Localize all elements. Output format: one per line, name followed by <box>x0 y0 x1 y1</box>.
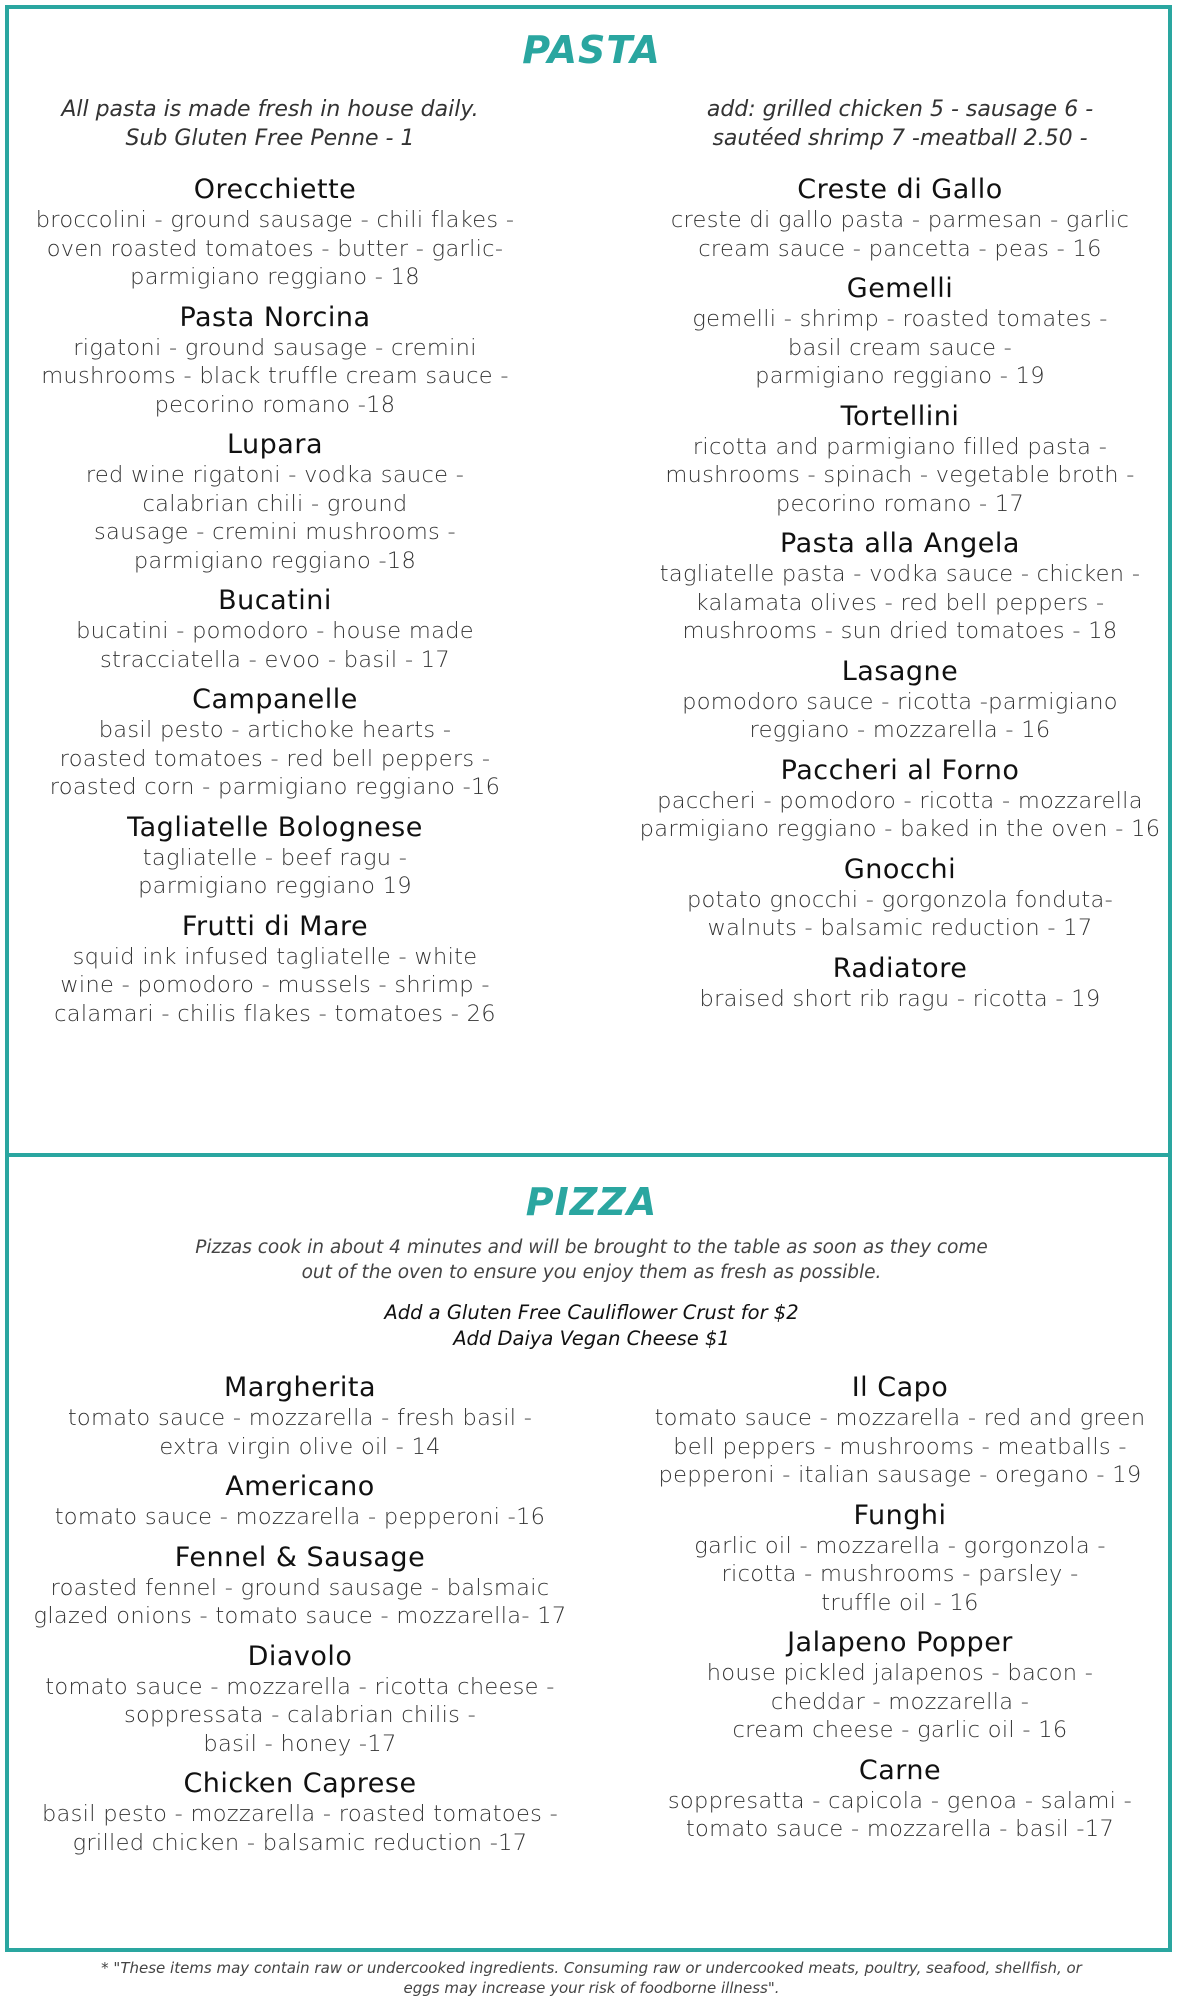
description-line: tomato sauce - mozzarella - fresh basil - <box>67 1405 533 1431</box>
menu-item-description <box>20 617 530 674</box>
menu-item-name: Il Capo <box>851 1372 949 1403</box>
menu-item-description <box>30 1673 570 1759</box>
menu-item <box>20 429 530 575</box>
menu-item-name: Tortellini <box>840 400 960 432</box>
description-line: parmigiano reggiano - 19 <box>755 363 1045 389</box>
menu-item-description <box>20 943 530 1029</box>
menu-item-name: Radiatore <box>832 952 968 984</box>
menu-item <box>20 812 530 901</box>
menu-item-description <box>20 844 530 901</box>
description-line: pepperoni - italian sausage - oregano - 19 <box>658 1462 1142 1488</box>
description-line: soppresatta - capicola - genoa - salami - <box>667 1787 1133 1814</box>
description-line: sausage - cremini mushrooms - <box>94 519 456 545</box>
description-line: calamari - chilis flakes - tomatoes - 26 <box>54 1000 496 1027</box>
menu-item <box>20 684 530 802</box>
description-line: creste di gallo pasta - parmesan - garlic <box>670 207 1130 233</box>
pasta-right-column <box>630 174 1170 1023</box>
description-line: pecorino romano -18 <box>154 391 396 418</box>
pasta-title: PASTA <box>522 28 661 72</box>
menu-item-name: Lupara <box>226 429 323 460</box>
menu-item-description <box>30 1800 570 1857</box>
description-line: wine - pomodoro - mussels - shrimp - <box>60 972 490 998</box>
description-line: tomato sauce - mozzarella - pepperoni -16 <box>54 1504 546 1530</box>
description-line: tagliatelle - beef ragu - <box>142 844 408 871</box>
menu-item-description <box>630 305 1170 391</box>
menu-item <box>630 1372 1170 1490</box>
description-line: kalamata olives - red bell peppers - <box>695 589 1105 616</box>
description-line: basil cream sauce - <box>787 334 1013 361</box>
description-line: cream cheese - garlic oil - 16 <box>732 1717 1068 1743</box>
menu-item-description <box>630 1787 1170 1844</box>
menu-item-description <box>630 787 1170 844</box>
menu-item <box>630 273 1170 391</box>
description-line: gemelli - shrimp - roasted tomates - <box>692 306 1108 332</box>
menu-item <box>630 953 1170 1014</box>
description-line: extra virgin olive oil - 14 <box>159 1433 441 1460</box>
description-line: house pickled jalapenos - bacon - <box>706 1660 1094 1686</box>
menu-item-name: Diavolo <box>247 1640 353 1672</box>
menu-item-name: Campanelle <box>192 684 358 715</box>
description-line: cheddar - mozzarella - <box>770 1688 1030 1715</box>
pizza-addons: Add a Gluten Free Cauliflower Crust for $2 Add Daiya Vegan Cheese $1 <box>384 1301 799 1350</box>
menu-item-name: Jalapeno Popper <box>787 1627 1013 1658</box>
description-line: parmigiano reggiano - baked in the oven - 16 <box>639 816 1161 842</box>
description-line: mushrooms - spinach - vegetable broth - <box>665 462 1135 488</box>
menu-item <box>30 1372 570 1461</box>
description-line: broccolini - ground sausage - chili flakes - <box>35 207 515 233</box>
description-line: parmigiano reggiano - 18 <box>130 264 420 290</box>
menu-item-name: Margherita <box>223 1372 377 1403</box>
menu-item-name: Lasagne <box>841 655 959 687</box>
description-line: roasted corn - parmigiano reggiano -16 <box>49 774 501 800</box>
description-line: basil pesto - artichoke hearts - <box>98 717 452 743</box>
pizza-title: PIZZA <box>525 1180 658 1224</box>
menu-item <box>630 401 1170 519</box>
menu-item-description <box>630 886 1170 943</box>
menu-item-name: Tagliatelle Bolognese <box>127 811 423 843</box>
menu-item <box>20 585 530 674</box>
menu-item <box>20 302 530 420</box>
menu-item-description <box>630 688 1170 745</box>
menu-item-description <box>30 1574 570 1631</box>
menu-item-description <box>630 560 1170 646</box>
menu-item-description <box>30 1404 570 1461</box>
menu-item-name: Funghi <box>853 1499 947 1531</box>
menu-item-description <box>630 985 1170 1014</box>
description-line: tomato sauce - mozzarella - red and green <box>654 1405 1146 1431</box>
pizza-right-column <box>630 1372 1170 1854</box>
menu-item-name: Paccheri al Forno <box>780 754 1020 786</box>
description-line: braised short rib ragu - ricotta - 19 <box>699 985 1101 1012</box>
description-line: tomato sauce - mozzarella - ricotta cheese - <box>45 1673 555 1700</box>
description-line: bucatini - pomodoro - house made <box>76 618 474 644</box>
description-line: truffle oil - 16 <box>821 1589 979 1616</box>
description-line: pecorino romano - 17 <box>775 490 1025 517</box>
pasta-left-column <box>20 174 530 1038</box>
description-line: paccheri - pomodoro - ricotta - mozzarella <box>657 787 1143 814</box>
menu-item-name: Bucatini <box>218 585 332 616</box>
description-line: potato gnocchi - gorgonzola fonduta- <box>686 886 1114 913</box>
section-divider <box>5 1153 1172 1157</box>
description-line: roasted fennel - ground sausage - balsmaic <box>50 1574 550 1601</box>
description-line: cream sauce - pancetta - peas - 16 <box>698 235 1102 262</box>
menu-item-name: Pasta Norcina <box>179 301 371 333</box>
menu-item <box>630 1500 1170 1618</box>
description-line: parmigiano reggiano 19 <box>138 873 412 899</box>
menu-item-name: Carne <box>858 1754 942 1786</box>
description-line: mushrooms - black truffle cream sauce - <box>41 363 509 389</box>
menu-item-description <box>630 1659 1170 1745</box>
menu-item-description <box>20 716 530 802</box>
description-line: walnuts - balsamic reduction - 17 <box>707 915 1093 941</box>
description-line: soppressata - calabrian chilis - <box>123 1702 477 1728</box>
menu-item <box>30 1768 570 1857</box>
description-line: basil pesto - mozzarella - roasted tomatoes - <box>41 1801 559 1827</box>
description-line: ricotta and parmigiano filled pasta - <box>692 433 1108 460</box>
menu-item-name: Gnocchi <box>843 853 957 885</box>
menu-item <box>30 1641 570 1759</box>
menu-item <box>20 174 530 292</box>
description-line: grilled chicken - balsamic reduction -17 <box>72 1829 528 1856</box>
menu-item-description <box>630 206 1170 263</box>
description-line: glazed onions - tomato sauce - mozzarella- 17 <box>33 1603 567 1629</box>
description-line: basil - honey -17 <box>203 1730 397 1757</box>
menu-item <box>630 1755 1170 1844</box>
description-line: pomodoro sauce - ricotta -parmigiano <box>682 688 1118 715</box>
description-line: reggiano - mozzarella - 16 <box>749 717 1051 743</box>
description-line: roasted tomatoes - red bell peppers - <box>59 745 491 772</box>
description-line: oven roasted tomatoes - butter - garlic- <box>46 235 504 262</box>
menu-item-description <box>20 461 530 575</box>
description-line: stracciatella - evoo - basil - 17 <box>99 646 451 673</box>
description-line: parmigiano reggiano -18 <box>133 547 417 574</box>
description-line: rigatoni - ground sausage - cremini <box>73 334 477 361</box>
menu-item <box>630 755 1170 844</box>
menu-item <box>630 174 1170 263</box>
description-line: bell peppers - mushrooms - meatballs - <box>673 1433 1127 1460</box>
description-line: mushrooms - sun dried tomatoes - 18 <box>682 618 1118 644</box>
description-line: garlic oil - mozzarella - gorgonzola - <box>694 1532 1106 1559</box>
menu-item-name: Frutti di Mare <box>181 910 369 942</box>
pasta-note-right: add: grilled chicken 5 - sausage 6 - sautéed shrimp 7 -meatball 2.50 - <box>706 97 1094 151</box>
menu-item <box>630 528 1170 646</box>
menu-item-description <box>630 1532 1170 1618</box>
menu-item-description <box>630 433 1170 519</box>
menu-item <box>30 1471 570 1532</box>
menu-item-description <box>30 1503 570 1532</box>
menu-item-name: Fennel & Sausage <box>174 1541 426 1573</box>
menu-item <box>630 1627 1170 1745</box>
pizza-left-column <box>30 1372 570 1867</box>
menu-item-name: Americano <box>225 1471 375 1502</box>
description-line: tomato sauce - mozzarella - basil -17 <box>685 1816 1115 1842</box>
menu-item <box>20 911 530 1029</box>
footnote: * "These items may contain raw or undercooked ingredients. Consuming raw or undercooked meats, poultry, seafood, shellfish, or eggs may increase your risk of foodborne illness". <box>101 1959 1082 1997</box>
menu-item <box>630 854 1170 943</box>
description-line: tagliatelle pasta - vodka sauce - chicken - <box>659 561 1141 587</box>
menu-item-name: Orecchiette <box>193 174 357 205</box>
menu-item-description <box>20 206 530 292</box>
menu-item-name: Chicken Caprese <box>183 1768 417 1799</box>
menu-item-name: Pasta alla Angela <box>780 528 1020 559</box>
menu-item <box>30 1542 570 1631</box>
description-line: squid ink infused tagliatelle - white <box>72 943 478 970</box>
menu-item-name: Gemelli <box>846 273 954 304</box>
description-line: ricotta - mushrooms - parsley - <box>721 1561 1079 1587</box>
description-line: red wine rigatoni - vodka sauce - <box>85 462 465 488</box>
pasta-note-left: All pasta is made fresh in house daily. Sub Gluten Free Penne - 1 <box>61 97 479 151</box>
menu-item-name: Creste di Gallo <box>797 174 1003 205</box>
menu-item-description <box>20 334 530 420</box>
menu-item <box>630 656 1170 745</box>
menu-item-description <box>630 1404 1170 1490</box>
description-line: calabrian chili - ground <box>142 490 408 517</box>
pizza-note: Pizzas cook in about 4 minutes and will be brought to the table as soon as they come out of the oven to ensure you enjoy them as fresh as possible. <box>195 1237 988 1283</box>
